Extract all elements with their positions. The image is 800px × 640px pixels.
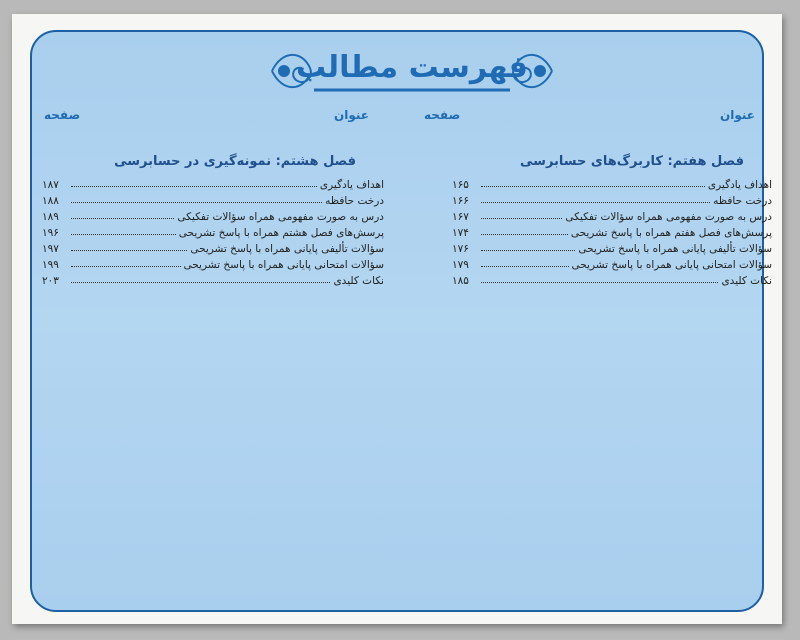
entry-title: درس به صورت مفهومی همراه سؤالات تفکیکی: [177, 211, 384, 223]
chapter-7-section: [452, 154, 772, 287]
leader-dots: [481, 266, 569, 267]
leader-dots: [71, 250, 187, 251]
entry-page: ۱۷۶: [452, 243, 469, 255]
entry-title: سؤالات تألیفی پایانی همراه با پاسخ تشریحی: [578, 243, 772, 255]
entry-title: پرسش‌های فصل هشتم همراه با پاسخ تشریحی: [178, 227, 384, 239]
toc-entry[interactable]: [42, 223, 384, 239]
chapter-heading: فصل هشتم: نمونه‌گیری در حسابرسی: [114, 154, 356, 169]
entry-page: ۱۹۷: [42, 243, 59, 255]
entry-title: درس به صورت مفهومی همراه سؤالات تفکیکی: [565, 211, 772, 223]
toc-entry[interactable]: [42, 255, 384, 271]
header-page-right: صفحه: [424, 108, 461, 122]
toc-entry[interactable]: [42, 191, 384, 207]
leader-dots: [481, 234, 568, 235]
leader-dots: [71, 282, 330, 283]
entry-title: اهداف یادگیری: [319, 179, 384, 191]
paper-sheet: [12, 14, 782, 624]
leader-dots: [481, 186, 705, 187]
entry-title: نکات کلیدی: [333, 275, 384, 287]
entry-title: سؤالات امتحانی پایانی همراه با پاسخ تشریحی: [183, 259, 384, 271]
leader-dots: [481, 250, 575, 251]
toc-entry[interactable]: [452, 223, 772, 239]
entry-title: اهداف یادگیری: [707, 179, 772, 191]
entry-title: سؤالات تألیفی پایانی همراه با پاسخ تشریحی: [190, 243, 384, 255]
entry-page: ۱۶۵: [452, 179, 469, 191]
leader-dots: [71, 234, 176, 235]
leader-dots: [481, 202, 710, 203]
toc-entry[interactable]: [452, 207, 772, 223]
leader-dots: [71, 186, 317, 187]
entry-page: ۱۷۹: [452, 259, 469, 271]
chapter-heading: فصل هفتم: کاربرگ‌های حسابرسی: [520, 154, 744, 169]
page-title: فهرست مطالب: [296, 50, 528, 85]
entry-page: ۱۷۴: [452, 227, 469, 239]
entry-title: سؤالات امتحانی پایانی همراه با پاسخ تشریحی: [571, 259, 772, 271]
leader-dots: [481, 282, 718, 283]
entry-page: ۲۰۳: [42, 275, 59, 287]
entry-title: درخت حافظه: [325, 195, 384, 207]
leader-dots: [71, 202, 322, 203]
toc-frame: [30, 30, 772, 612]
title-banner: [262, 40, 562, 102]
leader-dots: [481, 218, 562, 219]
header-page-left: صفحه: [44, 108, 81, 122]
entry-title: درخت حافظه: [713, 195, 772, 207]
chapter-8-section: [42, 154, 384, 287]
entry-title: پرسش‌های فصل هفتم همراه با پاسخ تشریحی: [570, 227, 772, 239]
entry-page: ۱۶۶: [452, 195, 469, 207]
toc-entry[interactable]: [42, 207, 384, 223]
entry-page: ۱۸۸: [42, 195, 59, 207]
toc-entry[interactable]: [452, 175, 772, 191]
toc-entry[interactable]: [42, 239, 384, 255]
entry-title: نکات کلیدی: [721, 275, 772, 287]
header-title-left: عنوان: [334, 108, 369, 122]
header-title-right: عنوان: [720, 108, 755, 122]
entry-page: ۱۸۷: [42, 179, 59, 191]
entry-page: ۱۹۶: [42, 227, 59, 239]
entry-page: ۱۶۷: [452, 211, 469, 223]
entry-page: ۱۹۹: [42, 259, 59, 271]
toc-entry[interactable]: [452, 255, 772, 271]
leader-dots: [71, 266, 181, 267]
entry-page: ۱۸۵: [452, 275, 469, 287]
toc-entry[interactable]: [42, 271, 384, 287]
entry-page: ۱۸۹: [42, 211, 59, 223]
leader-dots: [71, 218, 174, 219]
toc-entry[interactable]: [452, 191, 772, 207]
toc-entry[interactable]: [42, 175, 384, 191]
toc-entry[interactable]: [452, 239, 772, 255]
toc-entry[interactable]: [452, 271, 772, 287]
